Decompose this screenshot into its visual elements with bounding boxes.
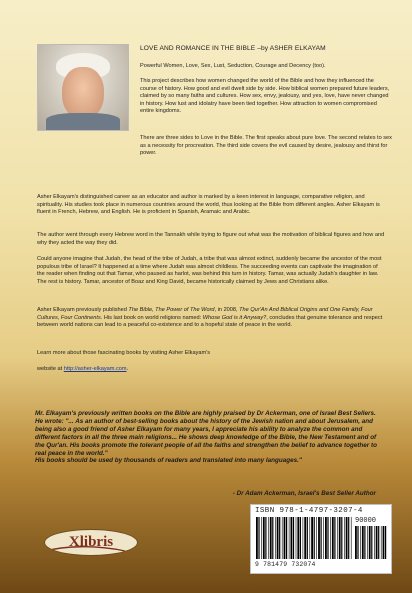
barcode-digits: 9 781479 732074 [255, 561, 316, 568]
book-title: LOVE AND ROMANCE IN THE BIBLE –by ASHER ELKAYAM [140, 45, 326, 52]
review-quote: Mr. Elkayam's previously written books on the Bible are highly praised by Dr Ackerman, one of Israel Best Sellers. He wrote: "... As an author of best-selling books about the history of the Jewish nation and about Jerusalem, and being also a good friend of Asher Elkayam for many years, I appreciate his ability to analyze the common and different factors in all the three main religions... He shows deep knowledge of the Bible, the New Testament and of the Qur'an. His books promote the tolerant people of all the faiths and strengthen the belief to advance together to real peace in the world." His books should be used by thousands of readers and translated into many languages." [35, 410, 377, 465]
tagline: Powerful Women, Love, Sex, Lust, Seduction, Courage and Decency (too). [140, 63, 326, 69]
barcode-addon-bars [355, 526, 387, 559]
barcode [250, 504, 392, 574]
judah-paragraph: Could anyone imagine that Judah, the head of the tribe of Judah, a tribe that was almost extinct, suddenly became the ancestor of the most populous tribe of Israel? It happened at a time where Judah was almost childless. The succeeding events can captivate the imagination of the reader when finding out that Tamar, who paused as harlot, was behind this turn in history. Tamar, was actually Judah's daughter in law. The rest is history. Tamar, ancestor of Boaz and King David, became historically claimed by Jews and Christians alike. [37, 256, 382, 285]
previous-books-paragraph: Asher Elkayam previously published The Bible, The Power of The Word, in 2008, The Qur'An And Biblical Origins and One Family, Four Cultures, Four Continents. His last book on world religions named: Whose God is it Anyway?, concludes that genuine tolerance and respect between world nations can lead to a peaceful co-existence and to a hopeful state of peace in the world. [37, 307, 383, 329]
website-line: website at http://asher-elkayam.com. [37, 366, 129, 372]
description-paragraph: This project describes how women changed the world of the Bible and how they influenced the course of history. How good and evil dwelt side by side. How biblical women prepared future leaders, claimed by so many faiths and cultures. How sex, envy, jealousy, and yes, love, have never changed in history. How lust and idolatry have been tied together. How attraction to women compromised entire kingdoms. [140, 78, 390, 115]
publisher-logo-text: Xlibris [68, 534, 114, 550]
swoosh-icon [44, 543, 127, 556]
isbn-label: ISBN 978-1-4797-3207-4 [255, 507, 363, 515]
publisher-logo [44, 529, 138, 556]
love-sides-paragraph: There are three sides to Love in the Bible. The first speaks about pure love. The second relates to sex as a necessity for procreation. The third side covers the evil caused by desire, jealousy and thirst for power. [140, 135, 392, 157]
website-link[interactable]: http://asher-elkayam.com [63, 366, 127, 372]
book-title-2: The Qur'An And Biblical Origins and One Family, Four Cultures, Four Continents [37, 307, 373, 321]
barcode-bars [256, 517, 352, 559]
book-title-1: The Bible, The Power of The Word [128, 307, 215, 313]
author-bio-paragraph: Asher Elkayam's distinguished career as an educator and author is marked by a keen interest in language, comparative religion, and spirituality. His studies took place in numerous countries around the world, thus looking at the Bible from different angles. Asher Elkayam is fluent in French, Hebrew, and English. He is proficient in Spanish, Aramaic and Arabic. [37, 194, 380, 216]
price-code: 90000 [355, 517, 377, 525]
author-photo [37, 44, 129, 131]
research-paragraph: The author went through every Hebrew word in the Tannakh while trying to figure out what was the motivation of biblical figures and how and why they acted the way they did. [37, 232, 385, 246]
learn-more-text: Learn more about those fascinating books by visiting Asher Elkayam's [37, 350, 211, 356]
book-title-3: Whose God is it Anyway? [202, 314, 267, 321]
review-signature: - Dr Adam Ackerman, Israel's Best Seller Author [232, 490, 376, 497]
